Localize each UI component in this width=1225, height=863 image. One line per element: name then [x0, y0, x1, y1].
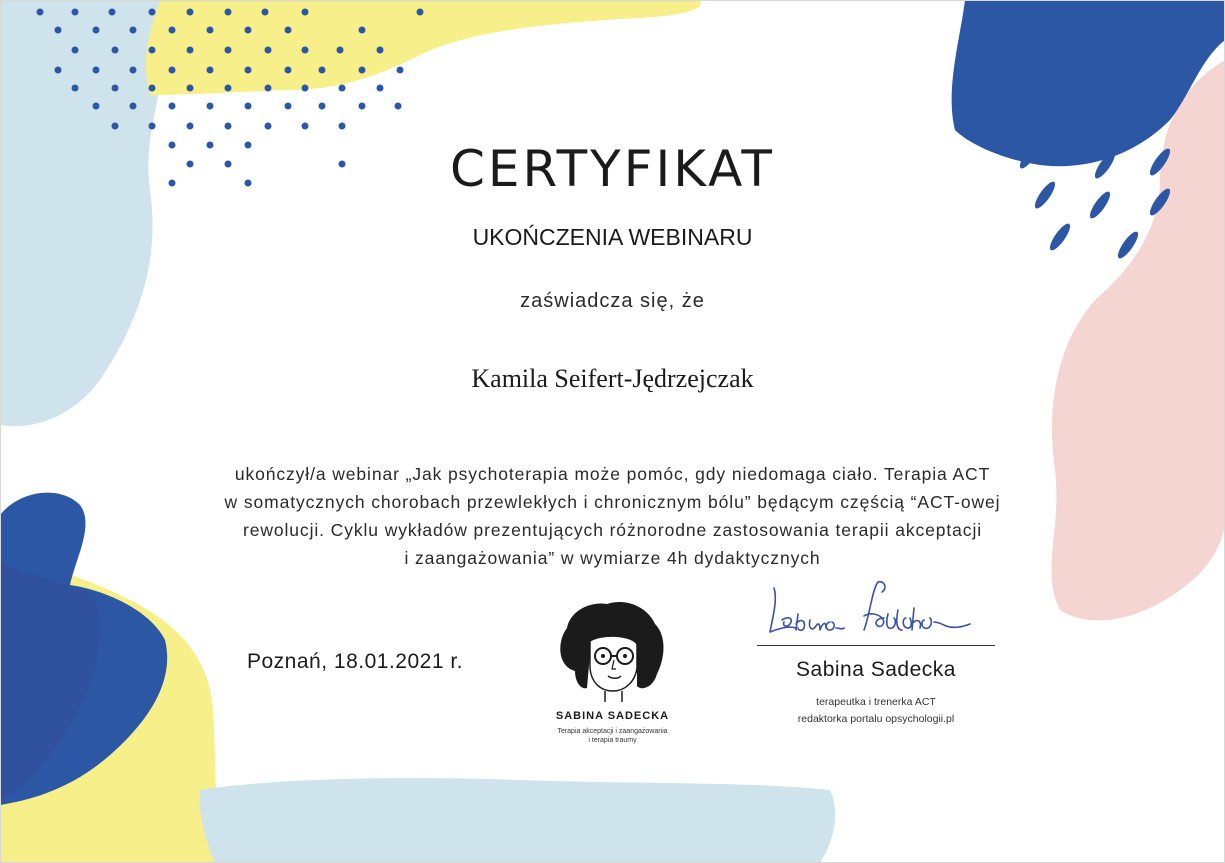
signature-line — [757, 645, 995, 646]
logo-tagline — [545, 727, 680, 745]
sabina-sadecka-logo — [545, 596, 680, 744]
certificate-body — [160, 460, 1065, 572]
recipient-name: Kamila Seifert-Jędrzejczak — [471, 364, 754, 393]
light-blue-strip-bottom — [200, 778, 836, 863]
place-and-date: Poznań, 18.01.2021 r. — [247, 650, 463, 673]
body-line: i zaangażowania” w wymiarze 4h dydaktycznych — [404, 548, 821, 568]
signer-role-line: terapeutka i trenerka ACT — [816, 696, 936, 708]
handwritten-signature — [760, 570, 990, 645]
light-blue-blob-top-left — [0, 0, 168, 426]
portrait-illustration-icon — [545, 596, 680, 706]
logo-tagline-line: i terapia traumy — [588, 737, 637, 744]
signer-role-line: redaktorka portalu opsychologii.pl — [797, 713, 955, 725]
body-line: w somatycznych chorobach przewlekłych i chronicznym bólu” będącym częścią “ACT-owej — [224, 492, 1001, 512]
certificate-title: CERTYFIKAT — [450, 140, 775, 198]
logo-name: SABINA SADECKA — [555, 710, 670, 722]
signer-name: Sabina Sadecka — [796, 658, 956, 681]
certifies-text: zaświadcza się, że — [520, 290, 705, 312]
body-line: rewolucji. Cyklu wykładów prezentujących różnorodne zastosowania terapii akceptacji — [242, 520, 983, 540]
body-line: ukończył/a webinar „Jak psychoterapia może pomóc, gdy niedomaga ciało. Terapia ACT — [234, 464, 991, 484]
logo-tagline-line: Terapia akceptacji i zaangażowania — [557, 728, 668, 735]
signer-role — [757, 694, 995, 728]
certificate-subtitle: UKOŃCZENIA WEBINARU — [472, 224, 753, 250]
